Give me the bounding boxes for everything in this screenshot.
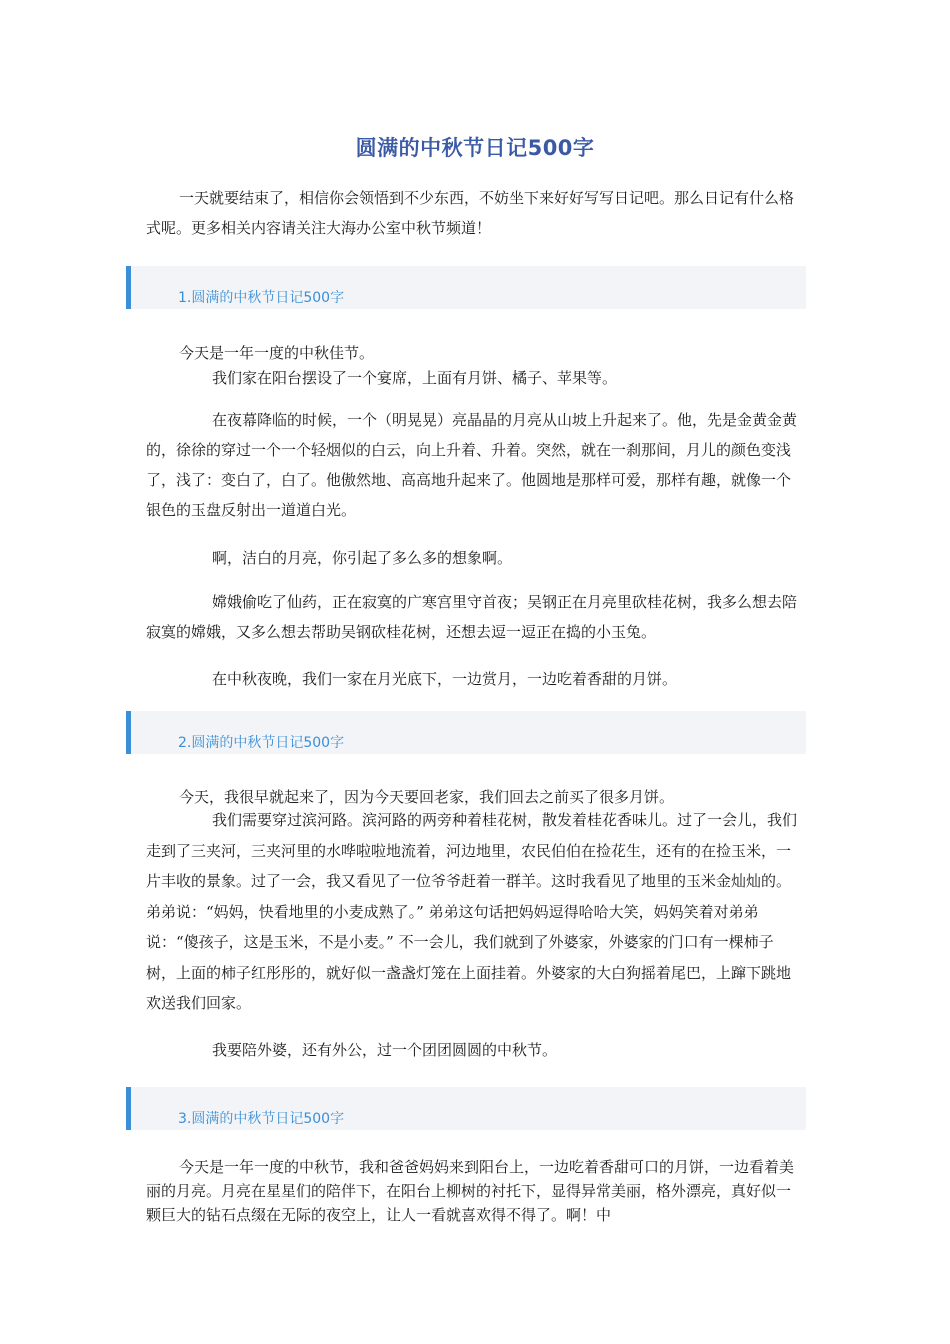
s1-paragraph-5: 嫦娥偷吃了仙药，正在寂寞的广寒宫里守首夜；吴钢正在月亮里砍桂花树，我多么想去陪寂寞的嫦娥，又多么想去帮助吴钢砍桂花树，还想去逗一逗正在捣的小玉兔。	[146, 593, 798, 641]
s1-paragraph-1: 今天是一年一度的中秋佳节。	[179, 344, 375, 362]
section-title-2: 2.圆满的中秋节日记500字	[178, 735, 345, 751]
s2-paragraph-3: 我要陪外婆，还有外公，过一个团团圆圆的中秋节。	[212, 1041, 558, 1059]
s1-paragraph-3: 在夜幕降临的时候，一个（明晃晃）亮晶晶的月亮从山坡上升起来了。他，先是金黄金黄的，徐徐的穿过一个一个轻烟似的白云，向上升着、升着。突然，就在一刹那间，月儿的颜色变浅了，浅了：变白了，白了。他傲然地、高高地升起来了。他圆地是那样可爱，那样有趣，就像一个银色的玉盘反射出一道道白光。	[146, 411, 798, 519]
s2-paragraph-2: 我们需要穿过滨河路。滨河路的两旁种着桂花树，散发着桂花香味儿。过了一会儿，我们走到了三夹河，三夹河里的水哗啦啦地流着，河边地里，农民伯伯在捡花生，还有的在捡玉米，一片丰收的景象。过了一会，我又看见了一位爷爷赶着一群羊。这时我看见了地里的玉米金灿灿的。弟弟说：“妈妈，快看地里的小麦成熟了。” 弟弟这句话把妈妈逗得哈哈大笑，妈妈笑着对弟弟说：“傻孩子，这是玉米，不是小麦。” 不一会儿，我们就到了外婆家，外婆家的门口有一棵柿子树，上面的柿子红彤彤的，就好似一盏盏灯笼在上面挂着。外婆家的大白狗摇着尾巴，上蹿下跳地欢送我们回家。	[146, 811, 798, 1012]
section-accent-bar	[126, 711, 131, 754]
s2-paragraph-1: 今天，我很早就起来了，因为今天要回老家，我们回去之前买了很多月饼。	[179, 788, 675, 806]
section-accent-bar	[126, 1087, 131, 1130]
s1-paragraph-4: 啊，洁白的月亮，你引起了多么多的想象啊。	[212, 549, 513, 567]
section-header-3	[126, 1087, 806, 1130]
section-accent-bar	[126, 266, 131, 309]
section-title-1: 1.圆满的中秋节日记500字	[178, 290, 345, 306]
section-header-2	[126, 711, 806, 754]
s3-paragraph-1: 今天是一年一度的中秋节，我和爸爸妈妈来到阳台上，一边吃着香甜可口的月饼，一边看着美丽的月亮。月亮在星星们的陪伴下，在阳台上柳树的衬托下，显得异常美丽，格外漂亮，真好似一颗巨大的钻石点缀在无际的夜空上，让人一看就喜欢得不得了。啊！中	[146, 1158, 795, 1224]
intro-paragraph: 一天就要结束了，相信你会领悟到不少东西，不妨坐下来好好写写日记吧。那么日记有什么格式呢。更多相关内容请关注大海办公室中秋节频道！	[146, 189, 795, 237]
page-title: 圆满的中秋节日记500字	[355, 136, 595, 160]
s1-paragraph-6: 在中秋夜晚，我们一家在月光底下，一边赏月，一边吃着香甜的月饼。	[212, 670, 678, 688]
s1-paragraph-2: 我们家在阳台摆设了一个宴席，上面有月饼、橘子、苹果等。	[212, 369, 618, 387]
section-title-3: 3.圆满的中秋节日记500字	[178, 1111, 345, 1127]
section-header-1	[126, 266, 806, 309]
